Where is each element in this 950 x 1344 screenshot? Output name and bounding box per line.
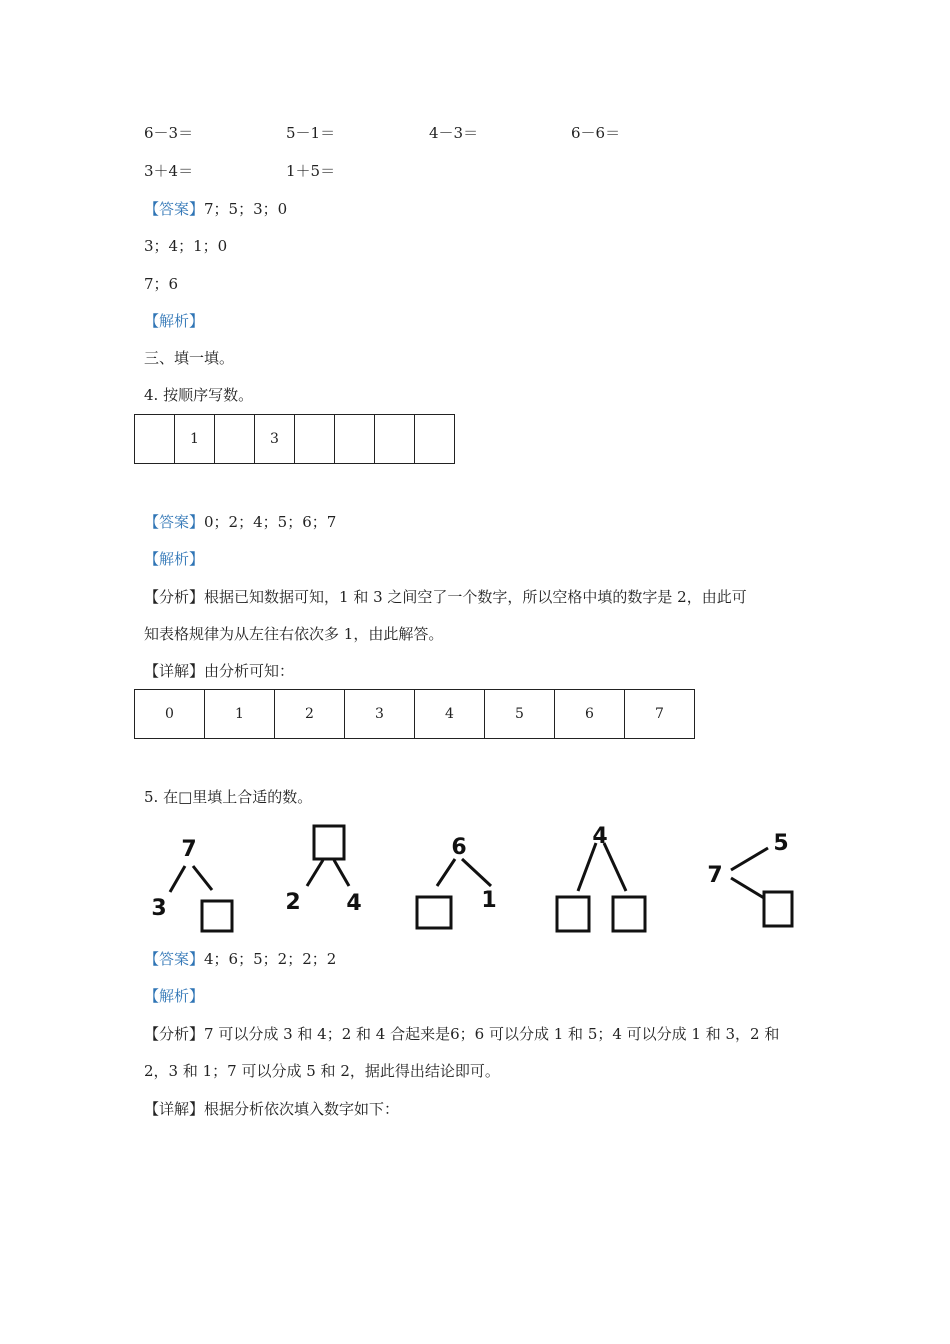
bond-line	[437, 859, 455, 886]
analysis-text: 7 可以分成 3 和 4；2 和 4 合起来是6；6 可以分成 1 和 5；4 可以分成 1 和 3，2 和	[204, 1025, 780, 1043]
solution-cell: 7	[625, 690, 695, 739]
answer-box	[314, 826, 344, 859]
grid-cell	[375, 415, 415, 464]
bond-line	[170, 866, 185, 892]
solution-cell: 5	[485, 690, 555, 739]
grid-cell	[295, 415, 335, 464]
bond-number: 2	[285, 890, 301, 915]
bond-line	[462, 859, 491, 886]
bond-line	[334, 860, 349, 886]
answer-box	[613, 897, 645, 931]
solution-cell: 2	[275, 690, 345, 739]
detail-text: 由分析可知：	[204, 662, 295, 680]
bond-line	[193, 866, 212, 890]
grid-cell	[135, 415, 175, 464]
equation: 1＋5＝	[286, 162, 336, 180]
answer-text: 7；6	[144, 275, 179, 293]
question-prompt: 5. 在□里填上合适的数。	[144, 788, 313, 806]
question-prompt: 4. 按顺序写数。	[144, 386, 254, 404]
analysis-text: 根据已知数据可知，1 和 3 之间空了一个数字，所以空格中填的数字是 2，由此可	[204, 588, 747, 606]
equation: 3＋4＝	[144, 162, 194, 180]
grid-cell	[335, 415, 375, 464]
answer-tag: 【答案】	[144, 950, 205, 968]
answer-tag: 【答案】	[144, 200, 205, 218]
answer-line	[144, 199, 287, 219]
analysis-line	[144, 1024, 779, 1044]
bond-number: 6	[451, 835, 467, 860]
grid-cell	[415, 415, 455, 464]
equation: 5－1＝	[286, 124, 336, 142]
equation: 6－6＝	[571, 124, 621, 142]
solution-cell: 6	[555, 690, 625, 739]
number-bond-diagrams	[0, 815, 950, 940]
answer-text: 4；6；5；2；2；2	[204, 950, 337, 968]
bond-number: 1	[481, 888, 497, 913]
answer-box	[557, 897, 589, 931]
analysis-label: 【分析】	[144, 588, 205, 606]
grid-cell: 1	[175, 415, 215, 464]
answer-text: 0；2；4；5；6；7	[204, 513, 337, 531]
sequence-grid	[134, 414, 455, 464]
answer-text: 3；4；1；0	[144, 237, 228, 255]
detail-label: 【详解】	[144, 662, 205, 680]
answer-box	[764, 892, 792, 926]
bond-line	[578, 843, 596, 891]
analysis-text: 知表格规律为从左往右依次多 1，由此解答。	[144, 625, 444, 643]
bond-number: 4	[346, 891, 362, 916]
analysis-line	[144, 587, 747, 607]
bond-line	[307, 860, 323, 886]
detail-label: 【详解】	[144, 1100, 205, 1118]
grid-cell	[215, 415, 255, 464]
answer-line	[144, 512, 336, 532]
solution-cell: 4	[415, 690, 485, 739]
answer-text: 7；5；3；0	[204, 200, 288, 218]
bond-line	[731, 878, 764, 898]
equation: 6－3＝	[144, 124, 194, 142]
bond-line	[731, 848, 768, 870]
answer-box	[202, 901, 232, 931]
bond-number: 3	[151, 896, 167, 921]
grid-cell: 3	[255, 415, 295, 464]
solution-grid	[134, 689, 695, 739]
analysis-text: 2，3 和 1；7 可以分成 5 和 2，据此得出结论即可。	[144, 1062, 500, 1080]
solution-cell: 3	[345, 690, 415, 739]
analysis-tag: 【解析】	[144, 987, 205, 1005]
bond-number: 7	[181, 837, 197, 862]
solution-cell: 0	[135, 690, 205, 739]
bond-line	[604, 843, 626, 891]
analysis-tag: 【解析】	[144, 550, 205, 568]
analysis-tag: 【解析】	[144, 312, 205, 330]
section-title: 三、填一填。	[144, 349, 235, 367]
bond-number: 4	[592, 824, 608, 849]
solution-cell: 1	[205, 690, 275, 739]
detail-line	[144, 661, 294, 681]
detail-line	[144, 1099, 399, 1119]
equation: 4－3＝	[429, 124, 479, 142]
detail-text: 根据分析依次填入数字如下：	[204, 1100, 400, 1118]
answer-box	[417, 897, 451, 928]
answer-line	[144, 949, 336, 969]
bond-number: 5	[773, 831, 789, 856]
analysis-label: 【分析】	[144, 1025, 205, 1043]
bond-number: 7	[707, 863, 723, 888]
answer-tag: 【答案】	[144, 513, 205, 531]
